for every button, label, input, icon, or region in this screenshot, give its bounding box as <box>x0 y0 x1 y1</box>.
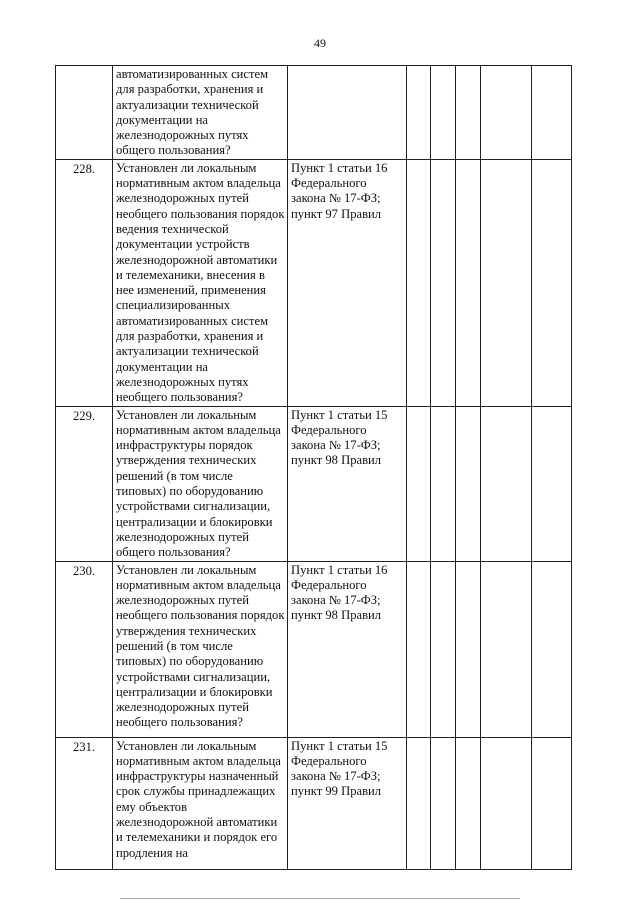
row-reference: Пункт 1 статьи 16 Федерального закона № 17-ФЗ; пункт 98 Правил <box>288 561 407 737</box>
table-row <box>56 406 572 561</box>
row-question: автоматизированных систем для разработки, хранения и актуализации технической документации на железнодорожных путях общего пользования? <box>113 66 288 160</box>
answer-cell <box>456 159 481 406</box>
row-reference: Пункт 1 статьи 16 Федерального закона № 17-ФЗ; пункт 97 Правил <box>288 159 407 406</box>
row-number: 230. <box>56 561 113 737</box>
answer-cell <box>481 159 532 406</box>
answer-cell <box>532 561 572 737</box>
answer-cell <box>431 406 456 561</box>
table-row <box>56 66 572 160</box>
checklist-table <box>55 65 572 870</box>
row-question: Установлен ли локальным нормативным актом владельца железнодорожных путей необщего пользования порядок ведения технической документации устройств железнодорожной автоматики и телемеханики, внесения в нее изменений, применения специализированных автоматизированных систем для разработки, хранения и актуализации технической документации на железнодорожных путях необщего пользования? <box>113 159 288 406</box>
answer-cell <box>431 737 456 869</box>
bottom-divider <box>120 898 520 899</box>
table-row <box>56 159 572 406</box>
row-reference: Пункт 1 статьи 15 Федерального закона № 17-ФЗ; пункт 99 Правил <box>288 737 407 869</box>
answer-cell <box>407 737 431 869</box>
answer-cell <box>456 737 481 869</box>
answer-cell <box>407 561 431 737</box>
answer-cell <box>481 66 532 160</box>
row-number: 231. <box>56 737 113 869</box>
answer-cell <box>481 561 532 737</box>
answer-cell <box>431 159 456 406</box>
page-number: 49 <box>314 36 326 50</box>
row-number <box>56 66 113 160</box>
row-question: Установлен ли локальным нормативным актом владельца инфраструктуры порядок утверждения технических решений (в том числе типовых) по оборудованию устройствами сигнализации, централизации и блокировки железнодорожных путей общего пользования? <box>113 406 288 561</box>
answer-cell <box>456 66 481 160</box>
row-number: 228. <box>56 159 113 406</box>
answer-cell <box>407 66 431 160</box>
row-reference <box>288 66 407 160</box>
row-question: Установлен ли локальным нормативным актом владельца инфраструктуры назначенный срок службы принадлежащих ему объектов железнодорожной автоматики и телемеханики и порядок его продления на <box>113 737 288 869</box>
answer-cell <box>407 159 431 406</box>
answer-cell <box>481 406 532 561</box>
answer-cell <box>431 66 456 160</box>
row-question: Установлен ли локальным нормативным актом владельца железнодорожных путей необщего пользования порядок утверждения технических решений (в том числе типовых) по оборудованию устройствами сигнализации, централизации и блокировки железнодорожных путей необщего пользования? <box>113 561 288 737</box>
answer-cell <box>481 737 532 869</box>
answer-cell <box>532 406 572 561</box>
answer-cell <box>532 66 572 160</box>
answer-cell <box>407 406 431 561</box>
answer-cell <box>456 406 481 561</box>
answer-cell <box>532 159 572 406</box>
answer-cell <box>456 561 481 737</box>
row-reference: Пункт 1 статьи 15 Федерального закона № 17-ФЗ; пункт 98 Правил <box>288 406 407 561</box>
answer-cell <box>431 561 456 737</box>
row-number: 229. <box>56 406 113 561</box>
answer-cell <box>532 737 572 869</box>
table-row <box>56 561 572 737</box>
table-row <box>56 737 572 869</box>
